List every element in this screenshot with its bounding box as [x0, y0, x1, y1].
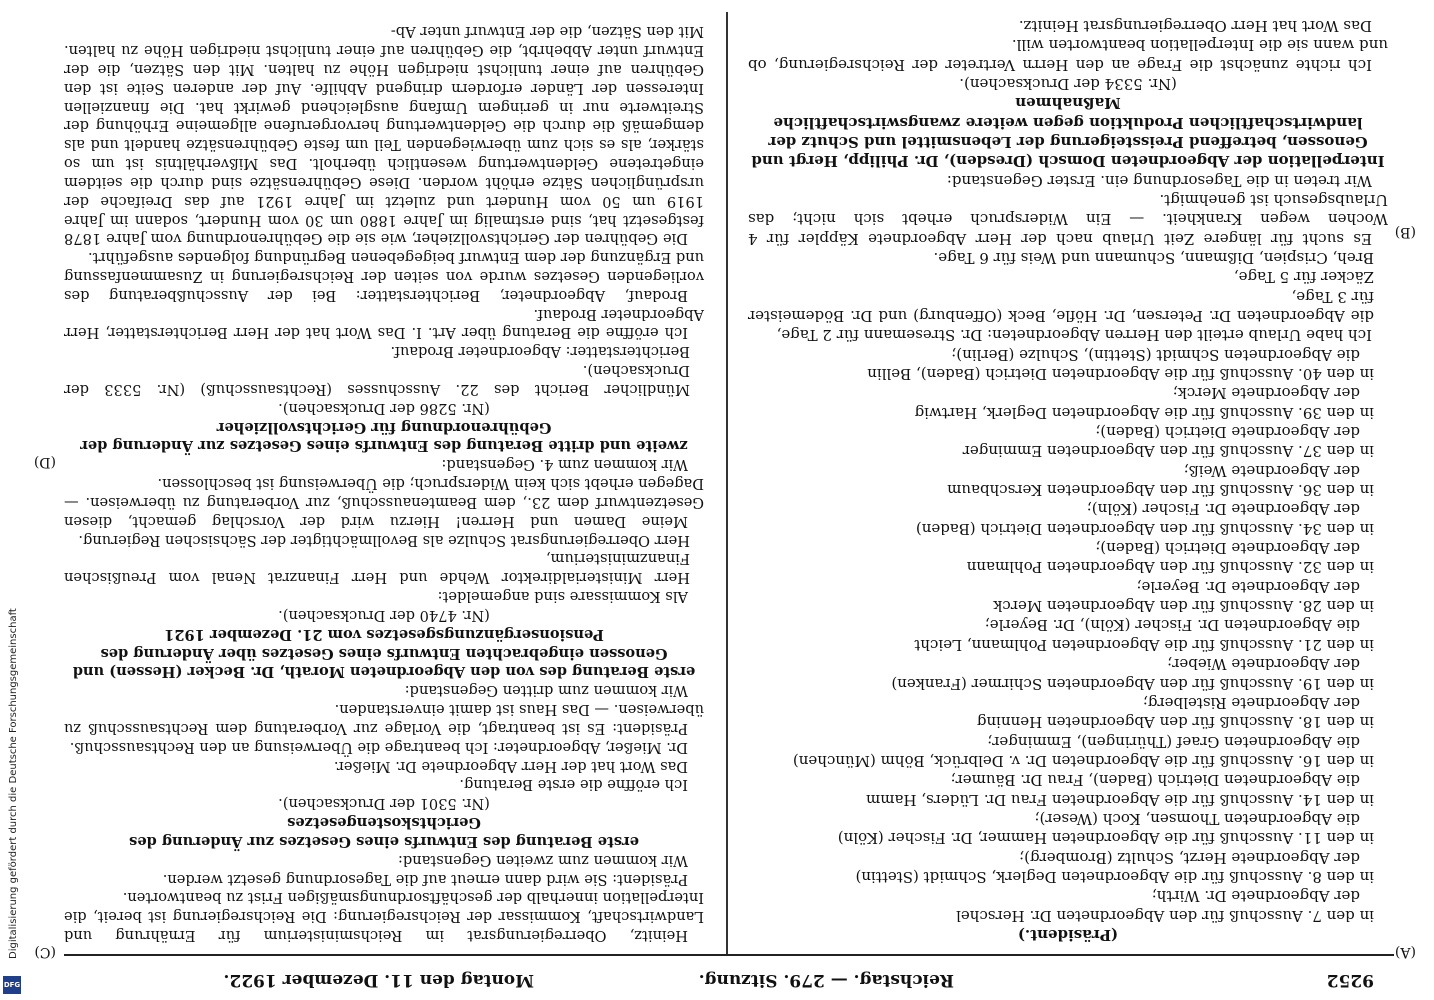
paragraph: der Abgeordnete Weiß; — [1183, 461, 1360, 480]
paragraph: in den 7. Ausschuß für den Abgeordneten Dr. Herschel — [956, 906, 1374, 925]
paragraph: in den 11. Ausschuß für die Abgeordneten Hammer, Dr. Fischer (Köln) — [837, 829, 1374, 848]
paragraph: Ich eröffne die Beratung über Art. I. Das Wort hat der Herr Berichterstatter, Herr Abgeordneter Brodauf. — [64, 305, 704, 342]
paragraph: der Abgeordnete Wieber; — [1167, 655, 1360, 674]
paragraph: erste Beratung des Entwurfs eines Gesetzes zur Änderung des Gerichtskostengesetzes — [129, 814, 639, 850]
paragraph: der Abgeordnete Dr. Fischer (Köln); — [1086, 500, 1360, 519]
paragraph: (Präsident.) — [1017, 926, 1119, 944]
paragraph: Als Kommissare sind angemeldet: — [437, 588, 688, 606]
margin-mark-d: (D) — [33, 454, 56, 470]
paragraph: der Abgeordnete Herzt, Schultz (Bromberg); — [1019, 848, 1360, 867]
margin-mark-c: (C) — [34, 944, 56, 960]
paragraph: Heinitz, Oberregierungsrat im Reichsministerium für Ernährung und Landwirtschaft, Kommissar der Reichsregierung: Die Reichsregierung ist bereit, die Interpellation innerhalb der geschäftsordnungsmäßigen Frist zu beantworten. — [64, 889, 704, 944]
paragraph: zweite und dritte Beratung des Entwurfs eines Gesetzes zur Änderung der Gebührenordnung für Gerichtsvollzieher — [80, 418, 688, 455]
paragraph: der Abgeordnete Dr. Beyerle; — [1136, 577, 1360, 596]
paragraph: in den 40. Ausschuß für die Abgeordneten Dietrich (Baden), Bellin — [867, 365, 1374, 384]
paragraph: (Nr. 5334 der Drucksachen). — [959, 74, 1177, 93]
paragraph: Es sucht für längere Zeit Urlaub nach der Herr Abgeordnete Käppler für 4 Wochen wegen Krankheit. — Ein Widerspruch erhebt sich nicht; das Urlaubsgesuch ist genehmigt. — [748, 190, 1388, 248]
margin-mark-b: (B) — [1394, 224, 1416, 240]
paragraph: die Abgeordneten Dr. Petersen, Dr. Höfle, Beck (Offenburg) und Dr. Bödemeister für 3 Tage, — [748, 287, 1374, 325]
paragraph: Herr Ministerialdirektor Wehde und Herr Finanzrat Nenal vom Preußischen Finanzministerium, — [64, 550, 690, 587]
paragraph: Brodauf, Abgeordneter, Berichterstatter: Bei der Ausschußberatung des vorliegenden Gesetzes wurde von seiten der Reichsregierung in Zusammenfassung und Ergänzung der dem Entwurf beigegebenen Begründung folgendes ausgeführt. — [64, 249, 704, 304]
paragraph: Wir treten in die Tagesordnung ein. Erster Gegenstand: — [946, 171, 1372, 190]
paragraph: Meine Damen und Herren! Hierzu wird der Vorschlag gemacht, diesen Gesetzentwurf dem 23., dem Beamtenausschuß, zur Vorberatung zu überweisen. — Dagegen erhebt sich kein Widerspruch; die Überweisung ist beschlossen. — [64, 475, 704, 530]
paragraph: Dr. Mießer, Abgeordneter: Ich beantrage die Überweisung an den Rechtsausschuß. — [69, 738, 688, 756]
paragraph: Das Wort hat Herr Oberregierungsrat Heinitz. — [1018, 16, 1372, 35]
paragraph: Breh, Crispien, Dißmann, Schumann und Weis für 6 Tage. — [933, 248, 1374, 267]
dfg-logo-icon: DFG — [3, 976, 21, 994]
paragraph: Ich eröffne die erste Beratung. — [459, 776, 688, 794]
paragraph: (Nr. 5286 der Drucksachen). — [278, 399, 490, 417]
paragraph: in den 14. Ausschuß für die Abgeordneten Frau Dr. Lüders, Hamm — [866, 790, 1374, 809]
paragraph: erste Beratung des von den Abgeordneten Morath, Dr. Becker (Hessen) und Genossen eingebrachten Entwurfs eines Gesetzes über Änderung des Pensionsergänzungsgesetzes vom 21. Dezember 1921 — [72, 625, 696, 681]
paragraph: in den 34. Ausschuß für den Abgeordneten Dietrich (Baden) — [915, 519, 1374, 538]
paragraph: in den 8. Ausschuß für die Abgeordneten Deglerk, Schmidt (Stettin) — [855, 867, 1374, 886]
paragraph: in den 37. Ausschuß für den Abgeordneten Emminger — [962, 442, 1374, 461]
left-column — [748, 16, 1388, 945]
page-title: Reichstag. — 279. Sitzung. — [698, 970, 954, 990]
paragraph: Interpellation der Abgeordneten Domsch (Dresden), Dr. Philipp, Hergt und Genossen, betreffend Preissteigerung der Lebensmittel und Schutz der landwirtschaftlichen Produktion gegen weitere zwangswirtschaftliche Maßnahmen — [751, 94, 1385, 171]
paragraph: Wir kommen zum 4. Gegenstand: — [441, 456, 688, 474]
paragraph: der Abgeordnete Dietrich (Baden); — [1095, 423, 1360, 442]
paragraph: (Nr. 4740 der Drucksachen). — [278, 606, 490, 624]
column-divider — [727, 12, 729, 954]
paragraph: in den 39. Ausschuß für die Abgeordneten Deglerk, Hartwig — [914, 403, 1374, 422]
paragraph: Wir kommen zum dritten Gegenstand: — [404, 682, 688, 700]
page-date: Montag den 11. Dezember 1922. — [223, 970, 534, 990]
paragraph: der Abgeordnete Dietrich (Baden); — [1095, 539, 1360, 558]
paragraph: Präsident: Sie wird dann erneut auf die Tagesordnung gesetzt werden. — [162, 870, 688, 888]
paragraph: der Abgeordnete Merck; — [1172, 384, 1360, 403]
paragraph: der Abgeordnete Ristelberg; — [1142, 693, 1360, 712]
paragraph: die Abgeordneten Thomsen, Koch (Weser); — [1034, 809, 1360, 828]
header-rule — [64, 954, 1394, 956]
paragraph: in den 19. Ausschuß für den Abgeordneten Schirmer (Franken) — [891, 674, 1374, 693]
digitization-credit — [0, 400, 24, 1000]
paragraph: in den 18. Ausschuß für den Abgeordneten Henning — [976, 713, 1374, 732]
paragraph: (Nr. 5301 der Drucksachen). — [278, 795, 490, 813]
page-number: 9252 — [1326, 970, 1374, 990]
paragraph: Ich richte zunächst die Frage an den Herrn Vertreter der Reichsregierung, ob und wann sie die Interpellation beantworten will. — [748, 36, 1388, 74]
paragraph: in den 16. Ausschuß für die Abgeordneten Dr. v. Delbrück, Böhm (München) — [792, 751, 1374, 770]
margin-mark-a: (A) — [1394, 944, 1416, 960]
paragraph: Berichterstatter: Abgeordneter Brodauf. — [390, 343, 690, 361]
paragraph: die Abgeordneten Dietrich (Baden), Frau Dr. Bäumer; — [950, 771, 1360, 790]
right-column — [64, 21, 704, 944]
paragraph: Herr Oberregierungsrat Schulze als Bevollmächtigter der Sächsischen Regierung. — [78, 531, 690, 549]
paragraph: in den 32. Ausschuß für den Abgeordneten Pohlmann — [966, 558, 1374, 577]
paragraph: Die Gebühren der Gerichtsvollzieher, wie sie die Gebührenordnung vom Jahre 1878 festgesetzt hat, sind erstmalig im Jahre 1880 um 30 vom Hundert, sodann im Jahre 1919 um 50 vom Hundert und zuletzt im Jahre 1921 auf das Dreifache der ursprünglichen Sätze erhöht worden. Diese Gebührensätze sind durch die seitdem eingetretene Geldentwertung wesentlich überholt. Das Mißverhältnis ist um so stärker, als es sich zum überwiegenden Teil um feste Gebührensätze handelt und als demgemäß die durch die Geldentwertung hervorgerufene allgemeine Erhöhung der Streitwerte nur in geringem Umfang ausgleichend gewirkt hat. Die finanziellen Interessen der Länder erfordern dringend Abhilfe. Auf der anderen Seite ist den Gebühren auf einer tunlichst niedrigen Höhe zu halten. Mit den Sätzen, die der Entwurf unter Abbehrbt, die Gebühren auf einer tunlichst niedrigen Höhe zu halten. Mit den Sätzen, die der Entwurf unter Ab- — [64, 23, 704, 248]
paragraph: Mündlicher Bericht des 22. Ausschusses (Rechtsausschuß) (Nr. 5333 der Drucksachen). — [64, 362, 690, 398]
credit-text: Digitalisierung gefördert durch die Deutsche Forschungsgemeinschaft — [8, 608, 19, 959]
paragraph: die Abgeordneten Schmidt (Stettin), Schulze (Berlin); — [951, 345, 1360, 364]
paragraph: Ich habe Urlaub erteilt den Herren Abgeordneten: Dr. Stresemann für 2 Tage, — [776, 326, 1372, 345]
paragraph: in den 28. Ausschuß für den Abgeordneten Merck — [993, 597, 1374, 616]
paragraph: der Abgeordnete Dr. Wirth; — [1151, 887, 1360, 906]
paragraph: Zäcker für 5 Tage, — [1233, 268, 1374, 287]
paragraph: Wir kommen zum zweiten Gegenstand: — [398, 851, 688, 869]
paragraph: in den 36. Ausschuß für den Abgeordneten Kerschbaum — [947, 481, 1374, 500]
paragraph: in den 21. Ausschuß für die Abgeordneten Pohlmann, Leicht — [914, 635, 1374, 654]
paragraph: Das Wort hat der Herr Abgeordnete Dr. Mießer. — [333, 757, 688, 775]
paragraph: die Abgeordneten Graef (Thüringen), Emminger; — [987, 732, 1360, 751]
paragraph: Präsident: Es ist beantragt, die Vorlage zur Vorberatung dem Rechtsausschuß zu überweisen. — Das Haus ist damit einverstanden. — [64, 701, 704, 737]
paragraph: die Abgeordneten Dr. Fischer (Köln), Dr. Beyerle; — [984, 616, 1360, 635]
document-page — [28, 0, 1434, 1000]
